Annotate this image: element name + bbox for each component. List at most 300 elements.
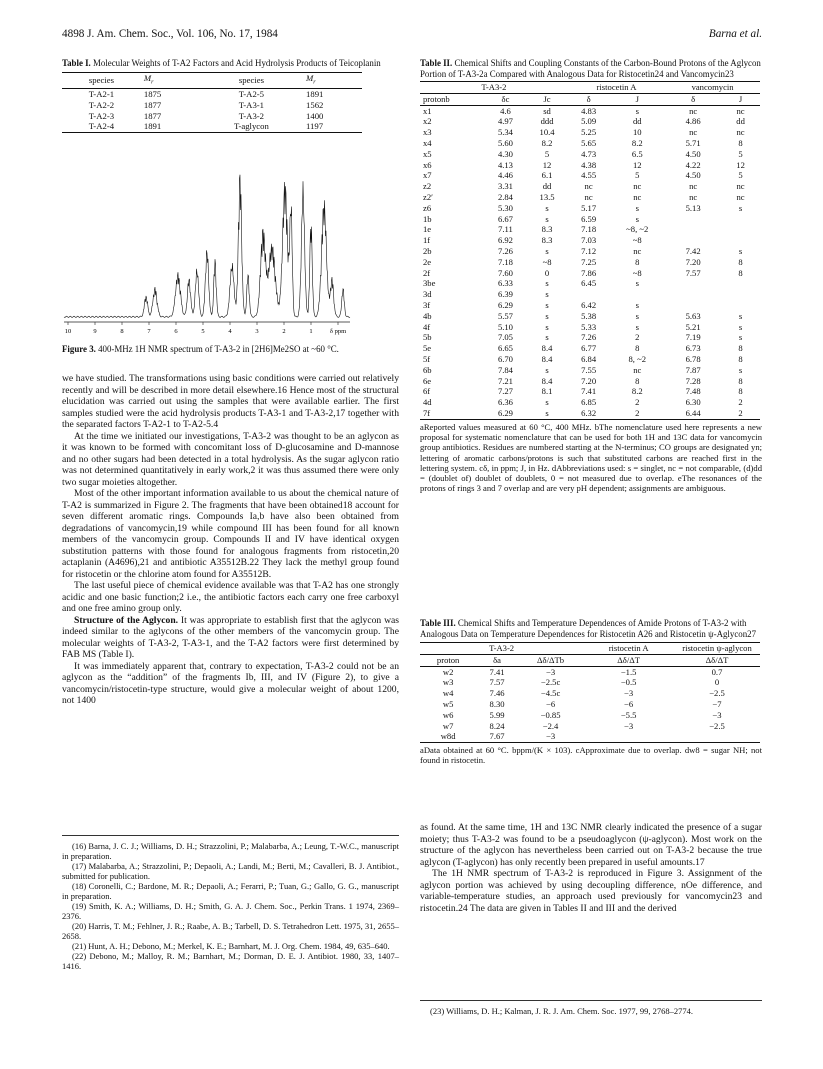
table3-block xyxy=(420,618,762,766)
t1-header-species-1: species xyxy=(88,74,114,85)
table2-cell: nc xyxy=(736,191,745,202)
table2-cell: nc xyxy=(689,181,698,192)
table2-cell: 7.27 xyxy=(497,386,513,397)
table2-row xyxy=(420,235,760,246)
paragraph: The 1H NMR spectrum of T-A3-2 is reproduced in Figure 3. Assignment of the aglycon portion was achieved by using decoupling difference, nOe difference, and variable-temperature studies, an approach used previously for vancomycin23 and ristocetin.24 The data are given in Tables II and III and the derived xyxy=(420,868,762,914)
table2-cell: 6.70 xyxy=(497,353,513,364)
table2-cell: nc xyxy=(689,105,698,116)
table2-cell: s xyxy=(545,289,549,300)
table3-cell: −3 xyxy=(624,688,634,699)
table1-cell: 1877 xyxy=(143,110,162,121)
table2-cell: s xyxy=(545,321,549,332)
table2-cell: 6b xyxy=(423,364,432,375)
table2-cell: nc xyxy=(633,181,642,192)
right-column xyxy=(420,58,762,494)
table2-cell: 7.28 xyxy=(685,375,701,386)
table2-cell xyxy=(665,235,721,246)
table2-cell: s xyxy=(545,245,549,256)
table2-cell: s xyxy=(545,310,549,321)
table2-cell: 12 xyxy=(542,159,552,170)
table1-cell: 1877 xyxy=(143,99,162,110)
table2-cell: ~8 xyxy=(632,267,642,278)
nmr-trace xyxy=(64,175,350,318)
table2-cell: 7.19 xyxy=(685,332,701,343)
table2-row xyxy=(420,311,760,322)
t2-header: J xyxy=(738,93,743,104)
table2-cell: 7.05 xyxy=(497,332,513,343)
table2-cell: x4 xyxy=(423,137,432,148)
table3-cell: w2 xyxy=(442,666,454,677)
table3-cell: −2.4 xyxy=(542,720,559,731)
table2-row xyxy=(420,268,760,279)
table2-cell xyxy=(721,289,760,300)
table2-cell: 8.4 xyxy=(541,343,553,354)
table2-cell: 2.84 xyxy=(497,191,513,202)
table2-cell xyxy=(665,278,721,289)
reference: (20) Harris, T. M.; Fehlner, J. R.; Raabe, A. B.; Tarbell, D. S. Tetrahedron Lett. 1975, 31, 2655–2658. xyxy=(62,921,399,941)
table2-row xyxy=(420,170,760,181)
table2-cell: 6.77 xyxy=(581,343,597,354)
table3-cell: −6 xyxy=(624,698,634,709)
table2-row xyxy=(420,116,760,127)
table2-cell: 6e xyxy=(423,375,432,386)
table2-cell: nc xyxy=(736,127,745,138)
table2-cell: 5.63 xyxy=(685,310,701,321)
paragraph: It was immediately apparent that, contrary to expectation, T-A3-2 could not be an aglycon as the “addition” of the fragments Ib, III, and IV (Figure 2), to give a vancomycin/ristocetin-type structure, would give a molecular weight of about 1200, not 1400 xyxy=(62,660,399,706)
table2-cell: 8.4 xyxy=(541,353,553,364)
table1-cell: T-A2-5 xyxy=(238,89,265,100)
table2-cell: ~8 xyxy=(542,256,552,267)
table3-cell: w8d xyxy=(440,731,456,742)
table2-cell: 2f xyxy=(423,267,431,278)
table2-cell: nc xyxy=(736,105,745,116)
table2-cell: nc xyxy=(689,191,698,202)
table2-cell: 6.45 xyxy=(581,278,597,289)
table2-cell: 4.86 xyxy=(685,116,701,127)
table3-cell: 0.7 xyxy=(711,666,723,677)
table2-cell: 1b xyxy=(423,213,432,224)
table2-cell: 6.59 xyxy=(581,213,597,224)
table3-cell: −3 xyxy=(624,720,634,731)
table2-cell: 7.11 xyxy=(498,224,513,235)
table2-cell: 7.18 xyxy=(497,256,513,267)
right-body-text xyxy=(420,822,762,914)
table2-cell: s xyxy=(635,299,639,310)
table3-row xyxy=(420,666,760,677)
t2-header: J xyxy=(635,93,639,104)
table2-cell: x6 xyxy=(423,159,432,170)
table1-cell: 1891 xyxy=(143,121,162,132)
table3-row xyxy=(420,677,760,688)
nmr-spectrum-figure xyxy=(62,150,362,340)
table2-row xyxy=(420,214,760,225)
reference: (22) Debono, M.; Malloy, R. M.; Barnhart, M.; Dorman, D. E. J. Antibiot. 1980, 33, 1407–1416. xyxy=(62,951,399,971)
table2-cell: 3d xyxy=(423,289,432,300)
table2-cell: 6.67 xyxy=(497,213,513,224)
table2-cell: 7.18 xyxy=(581,224,597,235)
table2-cell: 4.55 xyxy=(581,170,597,181)
table3-cell: 7.57 xyxy=(489,677,505,688)
table1-cell: T-A3-1 xyxy=(238,99,265,110)
paragraph: At the time we initiated our investigations, T-A3-2 was thought to be an aglycon as it was known to be formed with concomitant loss of D-glucosamine and D-mannose and no other sugars had been detected in a total hydrolysis. As the sugar aglycon ratio was not determined quantitatively in early work,2 it was thus assumed there were only two sugar moieties altogether. xyxy=(62,430,399,488)
table2-cell: s xyxy=(545,332,549,343)
table2-cell: s xyxy=(545,397,549,408)
table3-cell: 7.67 xyxy=(489,731,505,742)
table2-cell: 6.29 xyxy=(497,299,513,310)
table3-footnote: aData obtained at 60 °C. bppm/(K × 103). cApproximate due to overlap. dw8 = sugar NH; not found in ristocetin. xyxy=(420,745,762,766)
table2-row xyxy=(420,300,760,311)
table2-cell: s xyxy=(738,245,743,256)
nmr-tick-label: 7 xyxy=(147,328,151,335)
table2-cell: z6 xyxy=(423,202,432,213)
t2-group-vancomycin: vancomycin xyxy=(691,82,734,92)
table2-row xyxy=(420,289,760,300)
table3-cell: w5 xyxy=(442,698,454,709)
table2-cell: 8 xyxy=(738,386,743,397)
table2-cell xyxy=(721,224,760,235)
table2-cell: s xyxy=(738,364,743,375)
t3-header: Δδ/ΔT xyxy=(705,654,729,665)
table3-cell: −2.5 xyxy=(709,720,725,731)
table2-cell: 4.13 xyxy=(497,159,513,170)
table2-cell: 4f xyxy=(423,321,431,332)
table2-cell: 5.09 xyxy=(581,116,597,127)
table3-cell: −7 xyxy=(712,698,722,709)
table2-cell: 7.03 xyxy=(581,235,597,246)
t1-header-species-2: species xyxy=(238,74,264,85)
table2-cell: s xyxy=(635,202,639,213)
table3-cell: 7.46 xyxy=(489,688,505,699)
table2-cell: 7.26 xyxy=(497,245,513,256)
table2-cell: nc xyxy=(584,181,593,192)
table2-cell: 7.12 xyxy=(581,245,597,256)
table2-cell: dd xyxy=(736,116,745,127)
table2-row xyxy=(420,138,760,149)
table2-cell: 4.38 xyxy=(581,159,597,170)
left-column xyxy=(62,58,402,133)
table2-cell: 2 xyxy=(635,407,640,418)
table2-cell: ~8, ~2 xyxy=(626,224,649,235)
table3-cell: w4 xyxy=(442,688,454,699)
table2-cell: 6.29 xyxy=(497,407,513,418)
table2-cell: 7.55 xyxy=(581,364,597,375)
nmr-trace-line xyxy=(64,175,350,318)
table2-cell: 2b xyxy=(423,245,432,256)
table3-cell xyxy=(583,731,674,742)
table2-cell: 3be xyxy=(423,278,436,289)
t3-group-ristocetin: ristocetin A xyxy=(608,643,649,653)
table2-row xyxy=(420,322,760,333)
table2-cell: dd xyxy=(542,181,552,192)
table2-row xyxy=(420,160,760,171)
t3-header: δa xyxy=(493,654,501,665)
table2-cell: 7.42 xyxy=(685,245,701,256)
table2-cell: 8 xyxy=(738,256,743,267)
table2-cell: 3.31 xyxy=(497,181,513,192)
t3-header: proton xyxy=(436,654,460,665)
reference: (17) Malabarba, A.; Strazzolini, P.; Depaoli, A.; Landi, M.; Berti, M.; Cavalleri, B. J. Antibiot., submitted for publication. xyxy=(62,861,399,881)
table2-cell: 8.1 xyxy=(541,386,553,397)
table2-cell: 8 xyxy=(738,343,743,354)
table2-cell xyxy=(665,300,721,311)
table2-cell: 2e xyxy=(423,256,432,267)
table2-cell: 2 xyxy=(738,407,743,418)
table2-cell: 7.57 xyxy=(685,267,701,278)
nmr-tick-label: 6 xyxy=(174,328,178,335)
table2-cell: 10.4 xyxy=(539,127,555,138)
reference: (19) Smith, K. A.; Williams, D. H.; Smith, G. A. J. Chem. Soc., Perkin Trans. 1 1974, 2369–2376. xyxy=(62,901,399,921)
table2-cell: 6.33 xyxy=(497,278,513,289)
journal-citation: 4898 J. Am. Chem. Soc., Vol. 106, No. 17, 1984 xyxy=(62,28,278,40)
table2-cell: 0 xyxy=(544,267,550,278)
table2-row xyxy=(420,105,760,116)
nmr-tick-label: 3 xyxy=(255,328,259,335)
table3 xyxy=(420,642,760,742)
t2-header: protonb xyxy=(423,93,450,104)
table2-cell: 8 xyxy=(635,343,640,354)
table3-cell: −1.5 xyxy=(620,666,637,677)
table2-cell: 7.21 xyxy=(497,375,513,386)
table3-cell: w7 xyxy=(442,720,454,731)
table3-row xyxy=(420,699,760,710)
table2-row xyxy=(420,127,760,138)
table2-cell: 10 xyxy=(632,127,642,138)
table2-cell: nc xyxy=(736,181,745,192)
nmr-tick-label: 1 xyxy=(309,328,313,335)
t3-header: Δδ/ΔT xyxy=(617,654,640,665)
table2-cell: 8.2 xyxy=(631,386,643,397)
table3-cell: −2.5 xyxy=(709,688,725,699)
table2-cell: nc xyxy=(633,191,642,202)
table2-cell: 3f xyxy=(423,299,431,310)
table2-cell: 5 xyxy=(738,170,743,181)
table2-cell: z2′ xyxy=(423,191,433,202)
table2-row xyxy=(420,224,760,235)
table2-cell: ~8 xyxy=(632,235,642,246)
table2-row xyxy=(420,376,760,387)
table2-row xyxy=(420,181,760,192)
table2-row xyxy=(420,365,760,376)
table2-cell: 8.4 xyxy=(541,375,553,386)
table2-cell: 8 xyxy=(635,256,640,267)
table2-cell: 7.26 xyxy=(581,332,597,343)
nmr-tick-label: 9 xyxy=(93,328,97,335)
section-paragraph: Structure of the Aglycon. It was appropriate to establish first that the aglycon was indeed similar to the aglycons of the other members of the vancomycin group. The molecular weights of T-A3-2, T-A3-1, and the T-A2 factors were first determined by FAB MS (Table I). xyxy=(62,614,399,660)
table2-cell xyxy=(609,289,665,300)
table2-cell: 6.44 xyxy=(685,407,701,418)
table2-cell: 5.38 xyxy=(581,310,597,321)
table2-caption: Table II. Chemical Shifts and Coupling Constants of the Carbon-Bound Protons of the Aglycon Portion of T-A3-2a Compared with Analogous Data for Ristocetin24 and Vancomycin23 xyxy=(420,58,761,79)
table2-cell: 7.87 xyxy=(685,364,701,375)
table1 xyxy=(62,72,362,133)
section-heading: Structure of the Aglycon. xyxy=(74,614,179,626)
table2-row xyxy=(420,343,760,354)
table3-cell: −0.5 xyxy=(620,677,637,688)
table3-cell: 0 xyxy=(714,677,720,688)
nmr-tick-label: 8 xyxy=(120,328,124,335)
table1-cell: 1400 xyxy=(306,110,324,121)
table2-row xyxy=(420,332,760,343)
table2-cell: 6.73 xyxy=(685,343,701,354)
table1-row xyxy=(62,111,362,122)
table2-cell: 8 xyxy=(738,353,743,364)
table2-cell: 12 xyxy=(632,159,642,170)
table3-cell: 7.41 xyxy=(489,666,505,677)
table3-row xyxy=(420,731,760,742)
table2-cell: 5 xyxy=(738,148,743,159)
table2-cell: 6.78 xyxy=(685,353,701,364)
table1-cell: T-A3-2 xyxy=(238,110,265,121)
table1-row xyxy=(62,89,362,100)
paragraph: as found. At the same time, 1H and 13C NMR clearly indicated the presence of a sugar moiety; thus T-A3-2 was found to be a pseudoaglycon (ψ-aglycon). Most work on the structure of the aglycon has nevertheless been carried out on T-A3-2 because the true aglycon (T-aglycon) has only recently been prepared in useful amounts.17 xyxy=(420,822,762,868)
table2-cell: 6.5 xyxy=(631,148,643,159)
table2-cell: 4.73 xyxy=(581,148,597,159)
table2-cell: s xyxy=(738,202,743,213)
footnote-divider xyxy=(62,835,399,836)
table2-row xyxy=(420,192,760,203)
table1-cell: 1891 xyxy=(306,89,324,100)
table2-cell: s xyxy=(635,105,639,116)
table2-cell: 2 xyxy=(635,397,640,408)
table2-cell xyxy=(721,278,760,289)
table2-cell: 6.84 xyxy=(581,353,597,364)
table2-cell: s xyxy=(545,364,549,375)
t2-group-ristocetin: ristocetin A xyxy=(596,82,637,92)
table1-row xyxy=(62,100,362,111)
table2-cell: 4.30 xyxy=(497,148,513,159)
t1-header-mr-1: $M_r$ xyxy=(143,72,154,86)
table2-cell: 8.3 xyxy=(541,235,553,246)
table2-cell: 5.17 xyxy=(581,202,597,213)
table2-cell: 5.13 xyxy=(685,202,701,213)
table2-cell: 8 xyxy=(738,267,743,278)
references-right xyxy=(420,1006,762,1016)
table2-cell: 5.34 xyxy=(497,127,513,138)
table2-cell: s xyxy=(738,310,743,321)
table2-cell xyxy=(568,289,610,300)
nmr-tick-label: δ ppm xyxy=(329,328,347,335)
table2-cell: x7 xyxy=(423,170,432,181)
table3-cell: w6 xyxy=(442,709,454,720)
table1-cell: T-A2-2 xyxy=(88,99,115,110)
left-body-text xyxy=(62,373,399,707)
table2-cell: 6.39 xyxy=(497,289,513,300)
table2-cell: s xyxy=(545,407,549,418)
table2-cell: z2 xyxy=(423,181,432,192)
table2-cell xyxy=(721,300,760,311)
table2 xyxy=(420,81,760,419)
table2-cell: 7.20 xyxy=(581,375,597,386)
table1-cell: 1875 xyxy=(143,89,162,100)
table2-cell: 2 xyxy=(635,332,640,343)
nmr-tick-label: 2 xyxy=(282,328,286,335)
t2-header: δ xyxy=(586,93,591,104)
t3-group-ta32: T-A3-2 xyxy=(489,643,515,653)
table2-cell: 6.32 xyxy=(581,407,597,418)
table1-caption: Table I. Molecular Weights of T-A2 Factors and Acid Hydrolysis Products of Teicoplanin xyxy=(62,58,381,68)
table2-cell: x1 xyxy=(423,105,432,116)
references-left xyxy=(62,841,399,971)
table2-cell xyxy=(665,214,721,225)
t3-group-aglycon: ristocetin ψ-aglycon xyxy=(682,643,752,653)
t3-header: Δδ/ΔTb xyxy=(537,654,565,665)
table2-cell: 4d xyxy=(423,397,432,408)
table2-cell: 6.36 xyxy=(497,397,513,408)
table2-cell: s xyxy=(738,332,743,343)
table2-cell: 8, ~2 xyxy=(628,353,647,364)
table2-cell: sd xyxy=(543,105,551,116)
table2-cell: 5e xyxy=(423,343,432,354)
footnote-divider-right xyxy=(420,1000,762,1001)
table2-row xyxy=(420,354,760,365)
table3-cell: 8.30 xyxy=(489,698,505,709)
table2-cell: s xyxy=(545,278,549,289)
table3-row xyxy=(420,721,760,732)
reference: (16) Barna, J. C. J.; Williams, D. H.; Strazzolini, P.; Malabarba, A.; Leung, T.-W.C., manuscript in preparation. xyxy=(62,841,399,861)
table1-cell: T-A2-4 xyxy=(88,121,115,132)
table2-cell: 4.6 xyxy=(500,105,511,116)
t2-header: δc xyxy=(501,93,510,104)
table2-cell: 7f xyxy=(423,407,431,418)
table2-cell xyxy=(721,214,760,225)
table2-cell: 5 xyxy=(544,148,550,159)
table1-cell: 1562 xyxy=(306,99,324,110)
table3-row xyxy=(420,710,760,721)
table2-cell: 13.5 xyxy=(539,191,555,202)
table3-cell: −3 xyxy=(545,731,556,742)
table2-cell: 8 xyxy=(738,375,743,386)
nmr-axis-ticks xyxy=(65,322,346,335)
table2-cell: 6.92 xyxy=(497,235,513,246)
table2-cell: 5.10 xyxy=(497,321,513,332)
table2-cell: s xyxy=(545,213,549,224)
table2-cell: 6.30 xyxy=(685,397,701,408)
table1-row xyxy=(62,121,362,132)
table2-cell: s xyxy=(545,202,549,213)
table2-cell: 6f xyxy=(423,386,431,397)
table2-cell: s xyxy=(545,299,549,310)
table2-cell: s xyxy=(635,310,639,321)
table2-row xyxy=(420,386,760,397)
table2-cell: dd xyxy=(632,116,642,127)
table2-cell: s xyxy=(738,321,743,332)
table3-cell: −2.5c xyxy=(540,677,561,688)
paragraph: The last useful piece of chemical evidence available was that T-A2 has one strongly acidic and one basic function;2 i.e., the antibiotic factors each carry one free carboxyl and one free amino group only. xyxy=(62,580,399,614)
table2-cell: nc xyxy=(633,364,642,375)
table2-cell: 6.65 xyxy=(497,343,513,354)
table2-cell: 1f xyxy=(423,235,431,246)
t2-header: Jc xyxy=(543,93,551,104)
nmr-tick-label: 10 xyxy=(64,328,72,335)
table2-cell: 8.2 xyxy=(541,137,553,148)
table2-cell: 1e xyxy=(423,224,432,235)
table1-cell: T-A2-3 xyxy=(88,110,115,121)
table3-cell: −3 xyxy=(712,709,722,720)
table2-row xyxy=(420,408,760,419)
table2-cell: 5.60 xyxy=(497,137,513,148)
table2-cell: 4.22 xyxy=(685,159,701,170)
paragraph: we have studied. The transformations using basic conditions were carried out relatively recently and will be described in more detail elsewhere.16 Hence most of the structural elucidation was carried out using the samples that were available earlier. The first samples studied were the acid hydrolysis products T-A3-1 and T-A3-2,17 together with the separated factors T-A2-1 to T-A2-5.4 xyxy=(62,373,399,430)
table2-cell: x2 xyxy=(423,116,432,127)
table3-cell: −4.5c xyxy=(540,688,561,699)
author-line: Barna et al. xyxy=(708,28,762,40)
table2-cell: 7.25 xyxy=(581,256,597,267)
reference: (18) Coronelli, C.; Bardone, M. R.; Depaoli, A.; Ferarri, P.; Tuan, G.; Gallo, G. G., manuscript in preparation. xyxy=(62,881,399,901)
table2-cell: 8 xyxy=(635,375,640,386)
table2-cell: 7.48 xyxy=(685,386,701,397)
table3-caption: Table III. Chemical Shifts and Temperature Dependences of Amide Protons of T-A3-2 with Analogous Data on Temperature Dependences for Ristocetin A26 and Ristocetin ψ-Aglycon27 xyxy=(420,618,757,639)
table2-cell: 12 xyxy=(736,159,745,170)
